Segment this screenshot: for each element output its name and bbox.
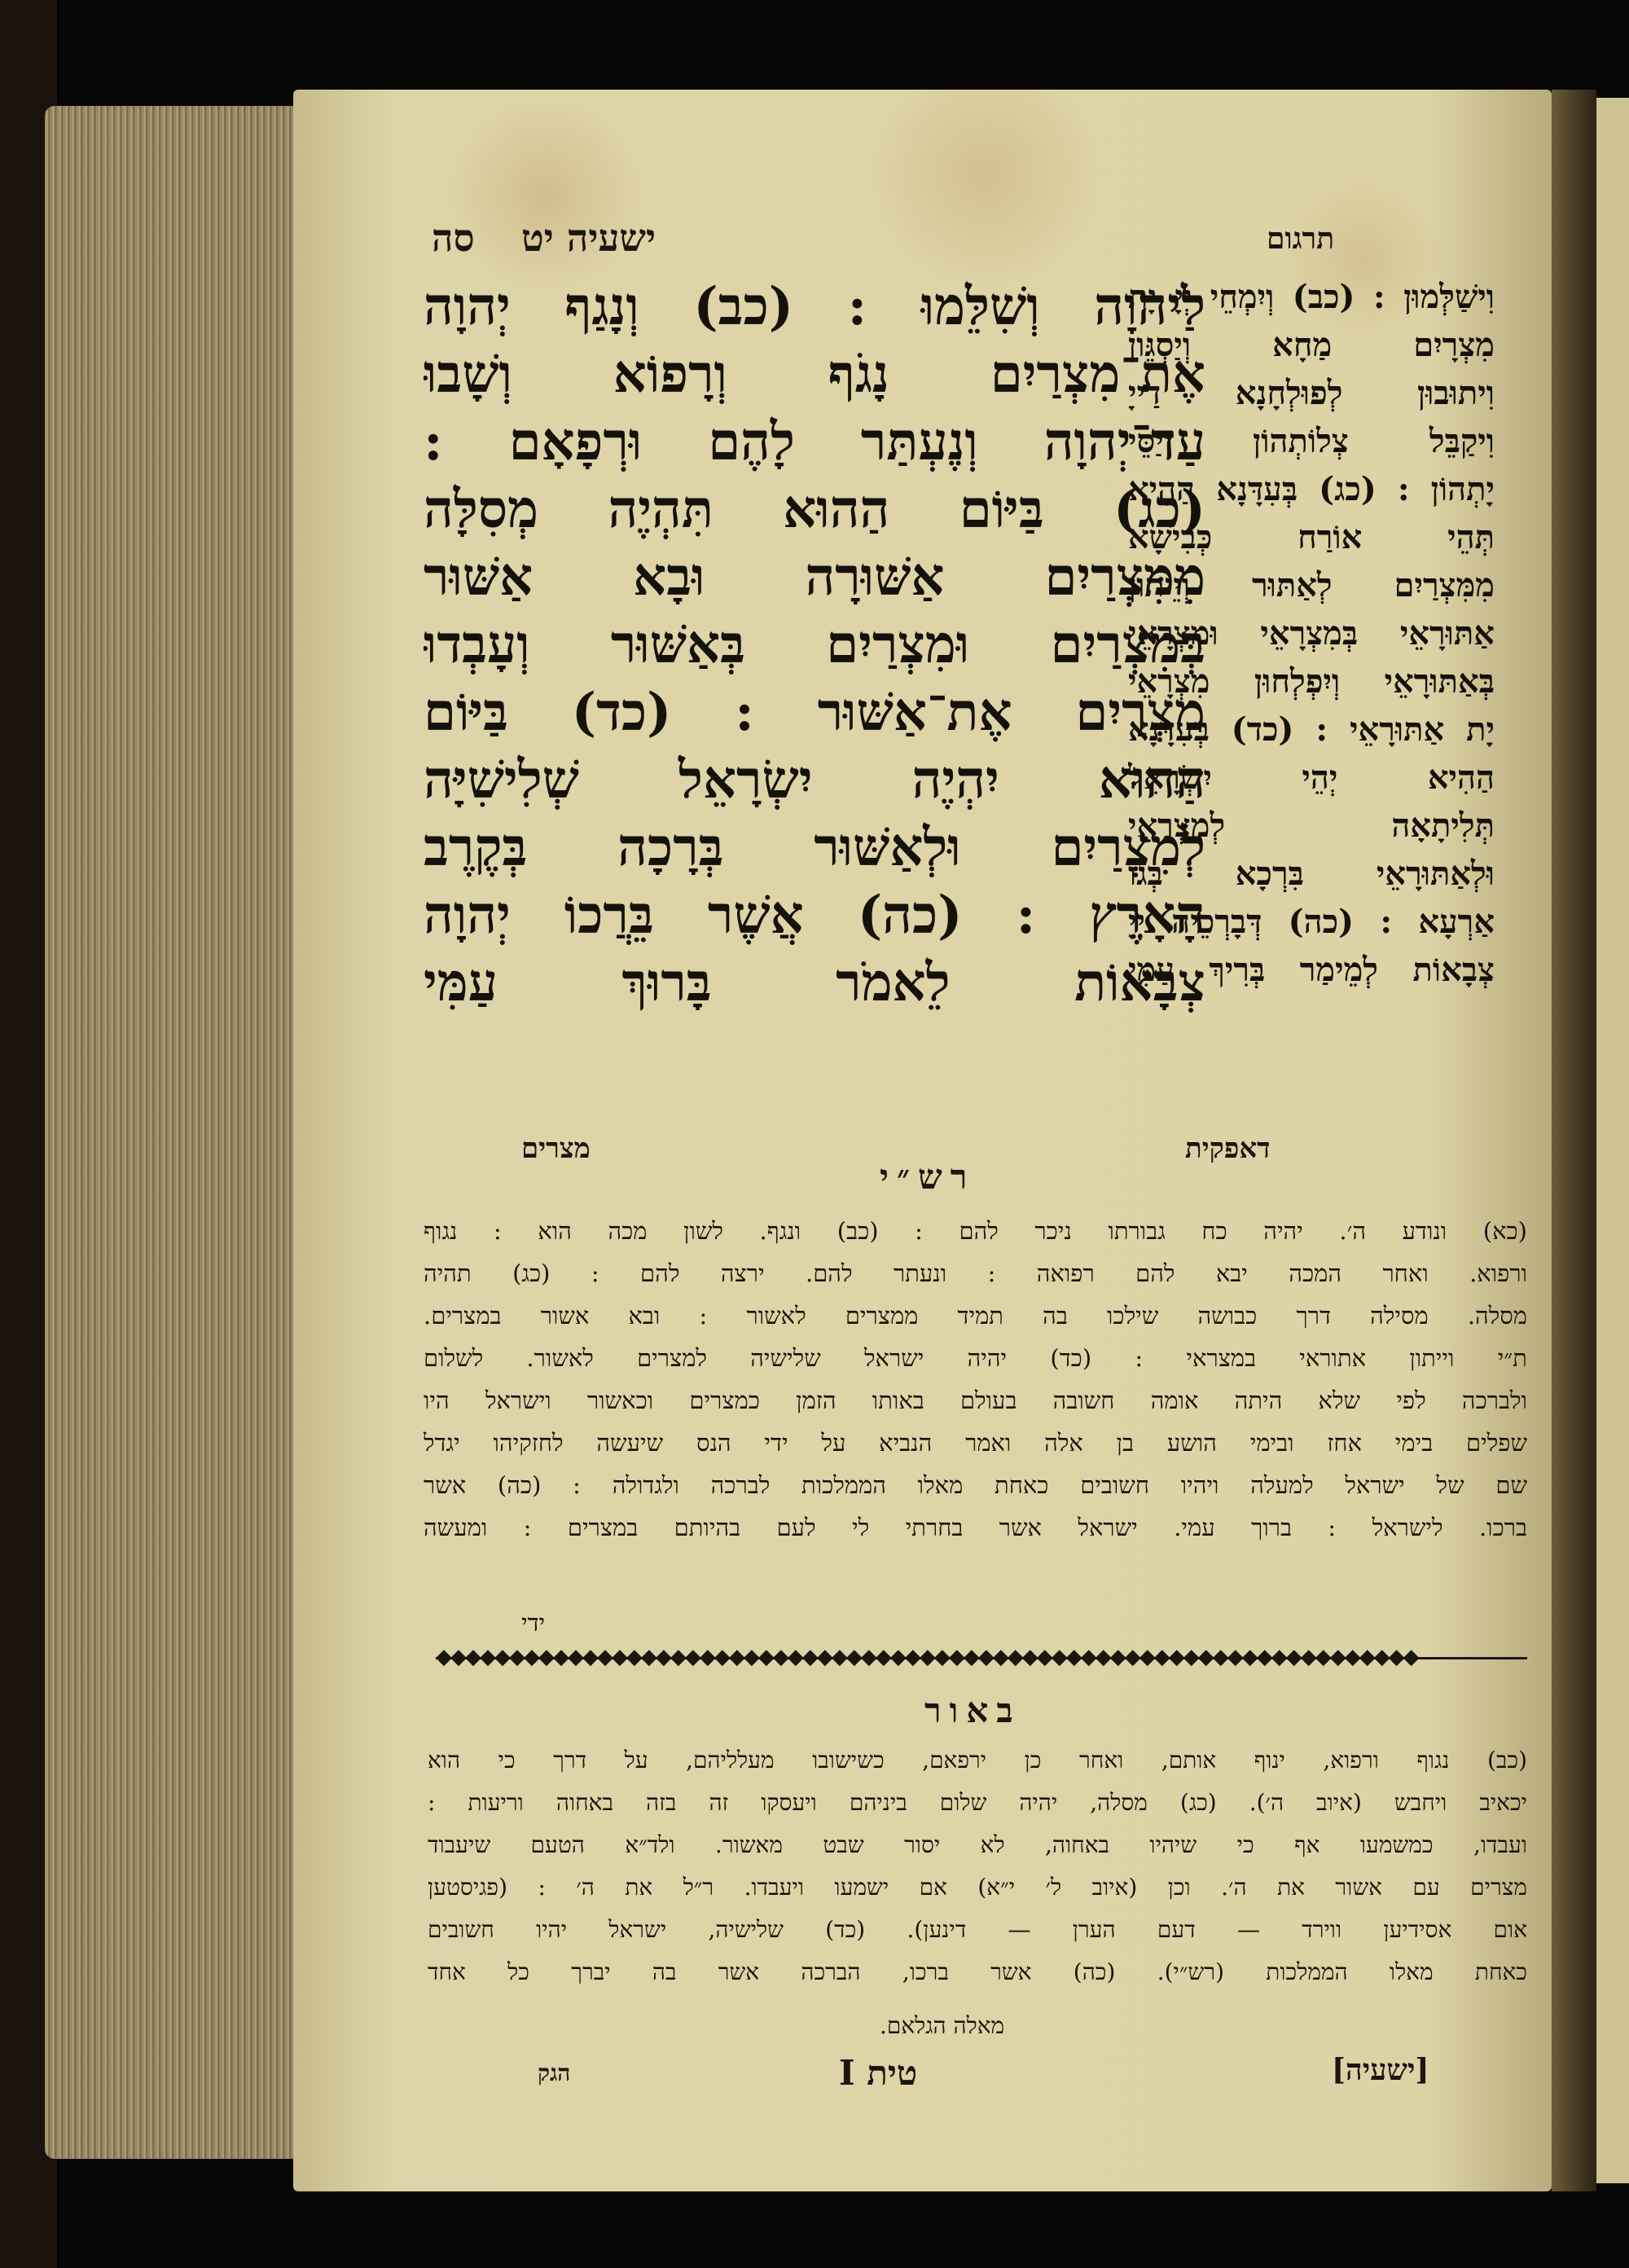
rashi-line: (כא) ונודע ה׳. יהיה כח גבורתו ניכר להם : (כב) ונגף. לשון מכה הוא : נגוף	[424, 1217, 1527, 1245]
main-text-line: (כג) בַּיּוֹם הַהוּא תִּהְיֶה מְסִלָּה	[424, 479, 1205, 540]
targum-line: וִישַׁלְּמוּן : (כב) וְיִמְחֵי יְיָ יָת	[1128, 278, 1495, 316]
rashi-line: מסלה. מסילה דרך כבושה שילכו בה תמיד ממצרים לאשור : ובא אשור במצרים.	[424, 1302, 1527, 1330]
biur-line: אום אסידיען ווירד — דעם הערן — דינען). (כד) שלישיה, ישראל יהיו חשובים	[428, 1916, 1527, 1943]
main-text-line: לְמִצְרַיִם וּלְאַשּׁוּר בְּרָכָה בְּקֶרֶב	[424, 817, 1205, 878]
main-text-line: בְּמִצְרַיִם וּמִצְרַיִם בְּאַשּׁוּר וְעָבְדוּ	[424, 614, 1205, 675]
rashi-line: ולברכה לפי שלא היתה אומה חשובה בעולם באותו הזמן כמצרים וכאשור וישראל היו	[424, 1387, 1527, 1414]
rashi-line: שם של ישראל למעלה ויהיו חשובים כאחת מאלו הממלכות לברכה ולגדולה : (כה) אשר	[424, 1471, 1527, 1499]
biur-line: מצרים עם אשור את ה׳. וכן (איוב ל׳ י״א) אם ישמעו ויעבדו. ר״ל את ה׳ : (פגיסטען	[428, 1874, 1527, 1901]
biur-last-line: מאלה הגלאם.	[880, 2012, 1005, 2039]
rashi-line: ורפוא. ואחר המכה יבא להם רפואה : ונעתר להם. ירצה להם : (כג) תהיה	[424, 1259, 1527, 1287]
main-text-line: צְבָאוֹת לֵאמֹר בָּרוּךְ עַמִּי	[424, 952, 1205, 1013]
footer-book-signature: [ישעיה]	[1332, 2053, 1429, 2087]
page-edges	[45, 106, 297, 2159]
rashi-line: ת״י וייתון אתוראי במצראי : (כד) יהיה ישראל שלישיה למצרים לאשור. לשלום	[424, 1344, 1527, 1372]
targum-line: וּלְאַתּוּרָאֵי בִּרְכָא בְּגוֹ	[1128, 855, 1495, 893]
targum-column	[1128, 273, 1495, 994]
biur-line: יכאיב ויחבש (איוב ה׳). (כג) מסלה, יהיה שלום ביניהם ויעסקו זה בזה באחוה וריעות :	[428, 1789, 1527, 1816]
targum-line: הַהִיא יְהֵי יִשְׂרָאֵל	[1128, 758, 1495, 797]
main-catchword: מצרים	[521, 1132, 591, 1165]
biur-heading: באור	[924, 1690, 1021, 1730]
main-text-line: הָאָרֶץ : (כה) אֲשֶׁר בֵּרֲכוֹ יְהוָה	[424, 885, 1205, 946]
biur-line: כאחת מאלו הממלכות (רש״י). (כה) אשר ברכו, הברכה אשר בה יברך כל אחד	[428, 1958, 1527, 1985]
rashi-line: ברכו. לישראל : ברוך עמי. ישראל אשר בחרתי לי לעם בהיותם במצרים : ומעשה	[424, 1514, 1527, 1541]
main-text-line: מִצְרַיִם אֶת־אַשּׁוּר : (כד) בַּיּוֹם	[424, 682, 1205, 743]
targum-catchword: דאפקית	[1185, 1132, 1271, 1165]
biur-line: (כב) נגוף ורפוא, ינוף אותם, ואחר כן ירפאם, כשישובו מעלליהם, על דרך כי הוא	[428, 1747, 1527, 1774]
targum-line: בְּאַתּוּרָאֵי וְיִפְלְחוּן מִצְרָאֵי	[1128, 662, 1495, 701]
facing-page-edge	[1596, 98, 1629, 2183]
targum-line: צְבָאוֹת לְמֵימַר בְּרִיךְ עַמִּי	[1128, 951, 1495, 989]
targum-line: יָת אַתּוּרָאֵי : (כד) בְּעִדָּנָא	[1128, 710, 1495, 749]
main-text-line: עַד־יְהוָה וְנֶעְתַּר לָהֶם וּרְפָאָם :	[424, 411, 1205, 472]
footer-signature-mark: טית I	[839, 2053, 918, 2093]
targum-line: תְּלִיתָאָה לְמִצְרָאֵי	[1128, 807, 1495, 845]
rashi-heading: רש״י	[880, 1157, 976, 1197]
rashi-line: שפלים בימי אחז ובימי הושע בן אלה ואמר הנביא על ידי הנס שיעשה לחזקיהו יגדל	[424, 1429, 1527, 1457]
ornamental-divider: ◆◆◆◆◆◆◆◆◆◆◆◆◆◆◆◆◆◆◆◆◆◆◆◆◆◆◆◆◆◆◆◆◆◆◆◆◆◆◆◆◆◆◆◆◆◆◆◆◆◆◆◆◆◆◆◆◆◆◆◆◆◆◆◆◆◆◆	[436, 1646, 1418, 1668]
running-head: ישעיה יט	[521, 216, 656, 260]
main-text-line: הַהוּא יִהְיֶה יִשְׂרָאֵל שְׁלִישִׁיָּה	[424, 749, 1205, 811]
main-text-line: לַיהוָה וְשִׁלֵּמוּ : (כב) וְנָגַף יְהוָה	[424, 276, 1205, 337]
targum-line: וִיתוּבוּן לְפוּלְחָנָא דַייָ	[1128, 374, 1495, 412]
book-gutter	[1552, 90, 1596, 2191]
biur-commentary	[428, 1739, 1527, 1993]
targum-line: מִמִּצְרַיִם לְאַתּוּר וְיֵיתוּן	[1128, 566, 1495, 604]
footer-catchword: הגק	[538, 2059, 571, 2086]
page-number: סה	[432, 216, 475, 260]
targum-title: תרגום	[1267, 222, 1335, 256]
rashi-commentary	[424, 1210, 1527, 1549]
rashi-catchword: ידי	[521, 1609, 546, 1637]
targum-line: תְּהֵי אוֹרַח כְּבִישָׁא	[1128, 518, 1495, 556]
main-text-column	[424, 273, 1205, 1017]
targum-line: אַתּוּרָאֵי בְּמִצְרָאֵי וּמִצְרָאֵי	[1128, 614, 1495, 653]
targum-line: וִיקַבֵּל צְלוֹתְהוֹן וְיַסֵּי	[1128, 422, 1495, 460]
biur-line: ועבדו, כמשמעו אף כי שיהיו באחוה, לא יסור שבט מאשור. ולד״א הטעם שיעבוד	[428, 1831, 1527, 1858]
targum-line: יָתְהוֹן : (כג) בְּעִדָּנָא הַהִיא	[1128, 470, 1495, 508]
main-text-line: מִמִּצְרַיִם אַשּׁוּרָה וּבָא אַשּׁוּר	[424, 547, 1205, 608]
targum-line: מִצְרָיִם מַחָא וְיַסְגֵּון	[1128, 326, 1495, 364]
targum-line: אַרְעָא : (כה) דְּבָרְכֵיהּ יְיָ	[1128, 903, 1495, 941]
main-text-line: אֶת־מִצְרַיִם נָגֹף וְרָפוֹא וְשָׁבוּ	[424, 344, 1205, 405]
